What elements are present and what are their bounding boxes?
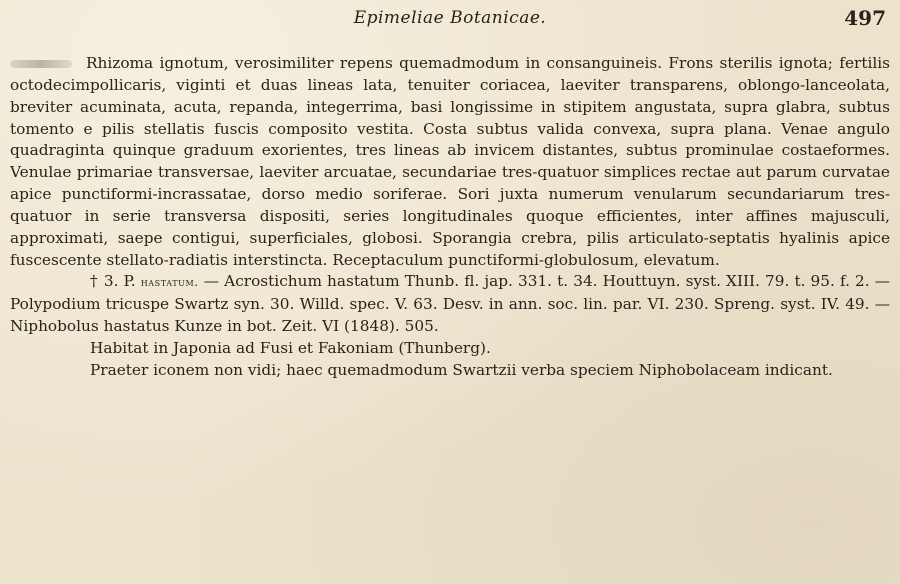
body-text xyxy=(10,53,890,382)
species-name: hastatum. xyxy=(140,275,199,290)
species-synonymy: — Acrostichum hastatum Thunb. fl. jap. 331. t. 34. Houttuyn. syst. XIII. 79. t. 95. f. 2. — Polypodium tricuspe Swartz syn. 30. Willd. spec. V. 63. Desv. in ann. soc. lin. par. VI. 230. Spreng. syst. IV. 49. — Niphobolus hastatus Kunze in bot. Zeit. VI (1848). 505. xyxy=(10,272,890,336)
ink-smudge xyxy=(10,60,72,68)
remark-paragraph: Praeter iconem non vidi; haec quemadmodum Swartzii verba speciem Niphobolaceam indicant. xyxy=(90,360,833,379)
running-title: Epimeliae Botanicae. xyxy=(353,8,547,28)
page-number: 497 xyxy=(844,6,886,30)
dagger-mark: † xyxy=(90,272,98,291)
species-number: 3. P. xyxy=(103,272,136,291)
description-paragraph xyxy=(10,53,890,271)
description-text: Rhizoma ignotum, verosimiliter repens quemadmodum in consanguineis. Frons sterilis ignota; fertilis octodecimpollicaris, viginti et duas lineas lata, tenuiter coriacea, laeviter transparens, oblongo-lanceolata, breviter acuminata, acuta, repanda, integerrima, basi longissime in stipitem angustata, supra glabra, subtus tomento e pilis stellatis fuscis composito vestita. Costa subtus valida convexa, supra plana. Venae angulo quadraginta quinque graduum exorientes, tres lineas ab invicem distantes, subtus prominulae costaeformes. Venulae primariae transversae, laeviter arcuatae, secundariae tres-quatuor simplices rectae aut parum curvatae apice punctiformi-incrassatae, dorso medio soriferae. Sori juxta numerum venularum secundariarum tres-quatuor in serie transversa dispositi, series longitudinales quoque efficientes, inter affines majusculi, approximati, saepe contigui, superficiales, globosi. Sporangia crebra, pilis articulato-septatis hyalinis apice fuscescente stellato-radiatis interstincta. Receptaculum punctiformi-globulosum, elevatum. xyxy=(10,54,890,269)
species-paragraph xyxy=(10,271,890,338)
running-head xyxy=(0,6,900,36)
habitat-paragraph: Habitat in Japonia ad Fusi et Fakoniam (Thunberg). xyxy=(90,338,491,357)
